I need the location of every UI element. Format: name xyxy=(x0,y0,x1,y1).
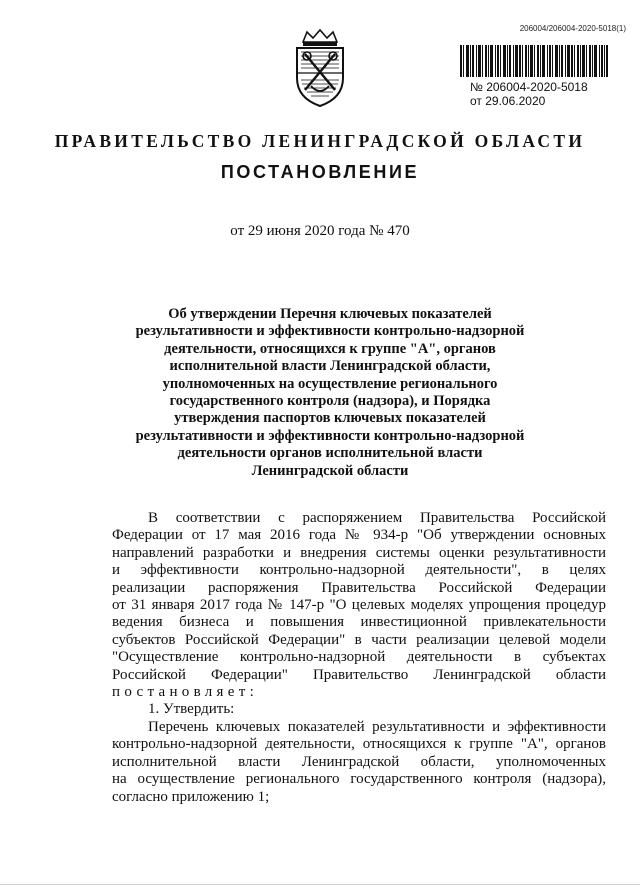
body-line: от 31 января 2017 года № 147-р "О целевых моделях упрощения процедур xyxy=(112,597,606,614)
body-line: В соответствии с распоряжением Правительства Российской xyxy=(148,510,606,526)
body-line: реализации распоряжения Правительства Российской Федерации xyxy=(112,579,606,596)
document-type-heading: ПОСТАНОВЛЕНИЕ xyxy=(220,162,420,182)
body-line: Российской Федерации" Правительство Ленинградской области xyxy=(112,666,606,683)
page-edge-divider xyxy=(0,884,640,885)
subject-line: Об утверждении Перечня ключевых показателей xyxy=(168,306,492,322)
authority-heading: ПРАВИТЕЛЬСТВО ЛЕНИНГРАДСКОЙ ОБЛАСТИ xyxy=(54,131,586,151)
body-line: субъектов Российской Федерации" в части реализации целевой модели xyxy=(112,631,606,648)
registration-block xyxy=(470,80,588,108)
registration-number: № 206004-2020-5018 xyxy=(470,80,588,94)
subject-line: государственного контроля (надзора), и Порядка xyxy=(169,393,491,410)
barcode-icon xyxy=(460,45,608,77)
document-date-number: от 29 июня 2020 года № 470 xyxy=(230,223,410,239)
subject-line: Ленинградской области xyxy=(251,462,409,479)
body-line: согласно приложению 1; xyxy=(112,788,270,805)
subject-line: деятельности, относящихся к группе "А", органов xyxy=(164,340,496,357)
document-subject xyxy=(120,306,540,480)
body-line: исполнительной власти Ленинградской области, уполномоченных xyxy=(112,753,606,770)
body-line: контрольно-надзорной деятельности, относящихся к группе "А", органов xyxy=(112,736,606,753)
body-line: на осуществление регионального государственного контроля (надзора), xyxy=(112,771,606,788)
body-line: Перечень ключевых показателей результативности и эффективности xyxy=(148,718,606,735)
coat-of-arms-icon xyxy=(289,28,351,108)
subject-line: исполнительной власти Ленинградской области, xyxy=(169,358,491,375)
item-1-heading: 1. Утвердить: xyxy=(148,701,235,718)
document-code: 206004/206004-2020-5018(1) xyxy=(519,24,626,33)
registration-date: от 29.06.2020 xyxy=(470,94,546,108)
subject-line: результативности и эффективности контрольно-надзорной xyxy=(135,427,525,444)
body-line: "Осуществление контрольно-надзорной деятельности в субъектах xyxy=(112,649,606,666)
body-line: Федерации от 17 мая 2016 года № 934-р "Об утверждении основных xyxy=(112,527,606,544)
subject-line: деятельности органов исполнительной власти xyxy=(177,445,483,462)
subject-line: утверждения паспортов ключевых показателей xyxy=(174,410,486,427)
subject-line: уполномоченных на осуществление регионального xyxy=(162,375,498,392)
body-line: и эффективности контрольно-надзорной деятельности", в целях xyxy=(112,562,606,579)
subject-line: результативности и эффективности контрольно-надзорной xyxy=(135,323,525,340)
body-line: направлений разработки и внедрения системы оценки результативности xyxy=(112,544,606,561)
body-line: ведения бизнеса и повышения инвестиционной привлекательности xyxy=(112,614,606,631)
document-body xyxy=(112,510,606,806)
decree-word: постановляет: xyxy=(112,684,259,701)
